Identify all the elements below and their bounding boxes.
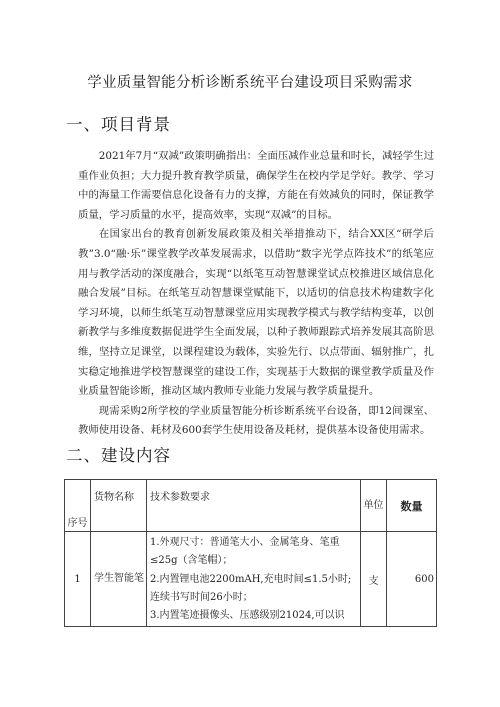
header-no: 序号 [65, 480, 91, 532]
paragraph-procurement: 现需采购2所学校的学业质量智能分析诊断系统平台设备，即12间课室、教师使用设备、耗材及600套学生使用设备及耗材，提供基本设备使用需求。 [78, 404, 434, 437]
row-spec [147, 532, 361, 627]
row-name: 学生智能笔 [91, 532, 147, 627]
header-spec: 技术参数要求 [147, 480, 361, 532]
row-no: 1 [65, 532, 91, 627]
header-unit: 单位 [361, 480, 387, 532]
spec-line: 1.外观尺寸：普通笔大小、金属笔身、笔重≤25g（含笔帽）； [150, 537, 340, 567]
table-row [65, 532, 437, 627]
row-qty: 600 [387, 532, 437, 627]
row-unit: 支 [361, 532, 387, 627]
document-title: 学业质量智能分析诊断系统平台建设项目采购需求 [87, 75, 413, 91]
section-heading-content: 二、建设内容 [66, 446, 171, 465]
header-qty: 数量 [387, 480, 437, 532]
background-paragraphs [78, 147, 434, 441]
spec-line: 3.内置笔迹摄像头、压感级别21024,可以识 [150, 610, 345, 622]
header-name: 货物名称 [91, 480, 147, 532]
specification-table [64, 479, 437, 627]
section-heading-background: 一、项目背景 [66, 115, 171, 134]
table-header-row [65, 480, 437, 532]
paragraph-double-reduction: 2021年7月“双减”政策明确指出：全面压减作业总量和时长，减轻学生过重作业负担；大力提升教育教学质量，确保学生在校内学足学好。教学、学习中的海量工作需要信息化设备有力的支撑，方能在有效减负的同时，保证教学质量，学习质量的水平，提高效率，实现“双减”的目标。 [78, 150, 434, 221]
spec-line: 2.内置锂电池2200mAH,充电时间≤1.5小时;连续书写时间26小时； [150, 573, 352, 603]
paragraph-policy: 在国家出台的教育创新发展政策及相关举措推动下，结合XX区“研学后教”3.0“融·乐”课堂教学改革发展需求，以借助“数字光学点阵技术”的纸笔应用与教学活动的深度融合，实现“以纸笔互动智慧课堂试点校推进区域信息化融合发展”目标。在纸笔互动智慧课堂赋能下，以适切的信息技术构建数字化学习环境，以师生纸笔互动智慧课堂应用实现教学模式与教学结构变革，以创新教学与多维度数据促进学生全面发展，以种子教师跟踪式培养发展其高阶思维，坚持立足课堂，以课程建设为载体，实验先行、以点带面、辐射推广，扎实稳定地推进学校智慧课堂的建设工作，实现基于大数据的课堂教学质量及作业质量智能诊断，推动区域内教师专业能力发展与教学质量提升。 [78, 228, 434, 398]
